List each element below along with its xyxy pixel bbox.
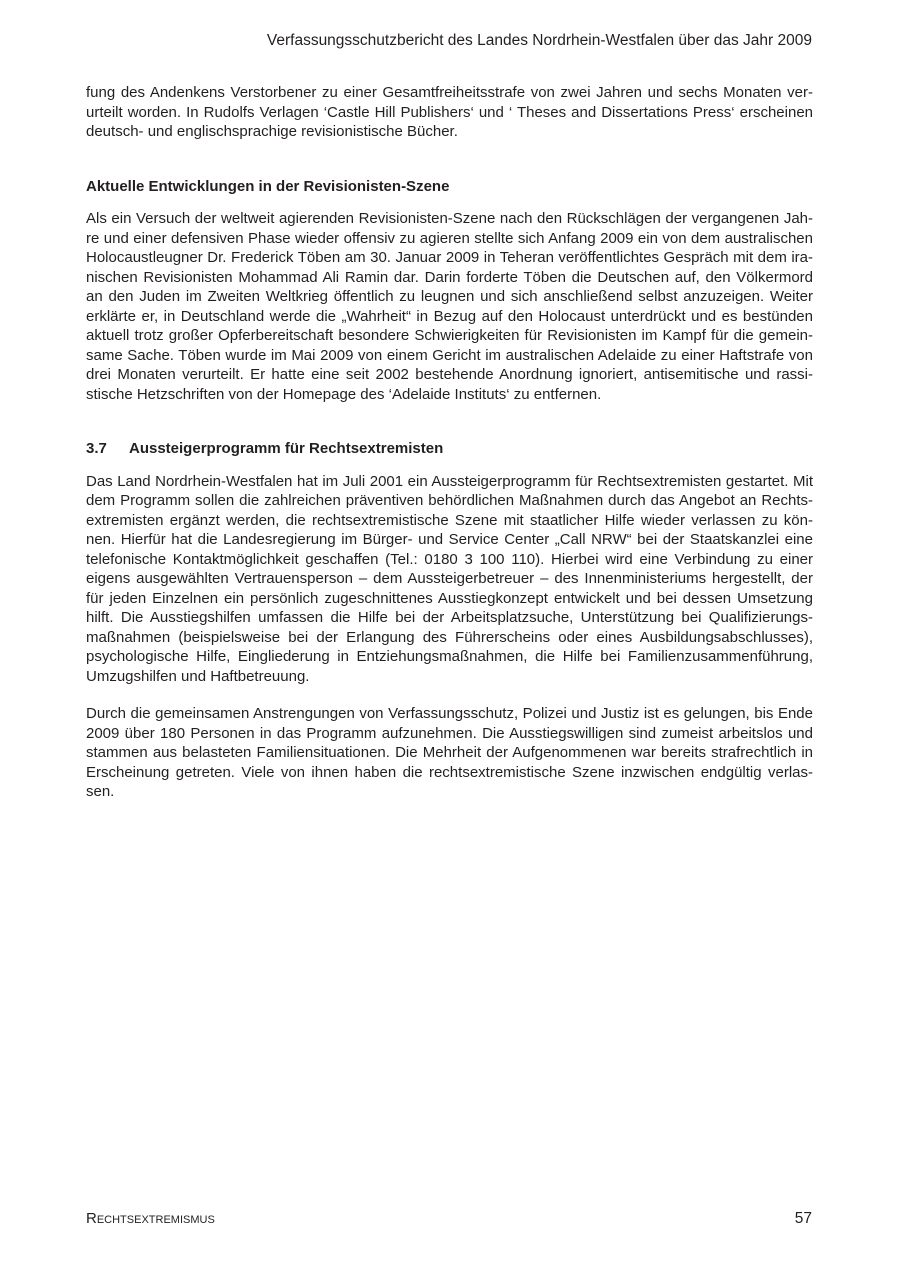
footer-section-label: Rechtsextremismus xyxy=(86,1210,215,1227)
text-line: same Sache. Töben wurde im Mai 2009 von einem Gericht im australischen Adelaide zu einer Haftstrafe von xyxy=(86,346,813,364)
text-line: stische Hetzschriften von der Homepage des ‘Adelaide Instituts‘ zu entfernen. xyxy=(86,385,602,403)
text-line: Erscheinung getreten. Viele von ihnen haben die rechtsextremistische Szene inzwischen endgültig verlas- xyxy=(86,763,813,781)
text-line: hilft. Die Ausstiegshilfen umfassen die Hilfe bei der Arbeitsplatzsuche, Unterstützung bei Qualifizierungs- xyxy=(86,609,813,626)
text-line: Holocaustleugner Dr. Frederick Töben am 30. Januar 2009 in Teheran veröffentlichtes Gespräch mit dem ira- xyxy=(86,249,813,266)
text-line: erklärte er, in Deutschland werde die „Wahrheit“ in Bezug auf den Holocaust unterdrückt und es bestünden xyxy=(86,307,813,325)
running-header: Verfassungsschutzbericht des Landes Nordrhein-Westfalen über das Jahr 2009 xyxy=(266,32,812,49)
text-line: psychologische Hilfe, Eingliederung in Entziehungsmaßnahmen, die Hilfe bei Familienzusammenführung, xyxy=(86,648,813,665)
subsection-heading: Aktuelle Entwicklungen in der Revisionisten-Szene xyxy=(86,177,450,195)
text-line: urteilt worden. In Rudolfs Verlagen ‘Castle Hill Publishers‘ und ‘ Theses and Dissertations Press‘ erscheinen xyxy=(86,103,813,121)
text-line: drei Monaten verurteilt. Er hatte eine seit 2002 bestehende Anordnung ignoriert, antisemitische und rassi- xyxy=(86,366,813,383)
section-title: Aussteigerprogramm für Rechtsextremisten xyxy=(129,440,444,457)
paragraph-revisionisten xyxy=(86,209,813,404)
paragraph-ergebnisse xyxy=(86,704,813,802)
paragraph-continuation xyxy=(86,83,813,142)
text-line: Umzugshilfen und Haftbetreuung. xyxy=(86,667,310,685)
text-line: Als ein Versuch der weltweit agierenden Revisionisten-Szene nach den Rückschlägen der vergangenen Jah- xyxy=(86,210,813,227)
text-line: re und einer defensiven Phase wieder offensiv zu agieren stellte sich Anfang 2009 ein von dem australischen xyxy=(86,229,813,247)
text-line: an den Juden im Zweiten Weltkrieg öffentlich zu leugnen und sich anschließend selbst anzuzeigen. Weiter xyxy=(86,288,813,305)
text-line: aktuell trotz großer Opferbereitschaft besondere Schwierigkeiten für Revisionisten im Kampf für die gemein- xyxy=(86,327,813,344)
paragraph-aussteigerprogramm xyxy=(86,472,813,687)
text-line: nen. Hierfür hat die Landesregierung im Bürger- und Service Center „Call NRW“ bei der Staatskanzlei eine xyxy=(86,531,813,548)
page-body xyxy=(86,83,813,802)
text-line: für jeden Einzelnen ein persönlich zugeschnittenes Ausstiegkonzept entwickelt und bei dessen Umsetzung xyxy=(86,589,813,607)
text-line: Durch die gemeinsamen Anstrengungen von Verfassungsschutz, Polizei und Justiz ist es gelungen, bis Ende xyxy=(86,705,813,722)
text-line: dem Programm sollen die zahlreichen präventiven behördlichen Maßnahmen durch das Angebot an Rechts- xyxy=(86,492,813,509)
text-line: stammen aus belasteten Familiensituationen. Die Mehrheit der Aufgenommenen war bereits strafrechtlich in xyxy=(86,744,813,761)
page-number: 57 xyxy=(794,1210,812,1227)
text-line: fung des Andenkens Verstorbener zu einer Gesamtfreiheitsstrafe von zwei Jahren und sechs Monaten ver- xyxy=(86,84,813,101)
text-line: extremisten ergänzt werden, die rechtsextremistische Szene mit staatlicher Hilfe wieder verlassen zu kön- xyxy=(86,511,813,529)
text-line: nischen Revisionisten Mohammad Ali Ramin dar. Darin forderte Töben die Deutschen auf, den Völkermord xyxy=(86,268,813,286)
text-line: telefonische Kontaktmöglichkeit geschaffen (Tel.: 0180 3 100 110). Hierbei wird eine Verbindung zu einer xyxy=(86,550,813,568)
text-line: 2009 über 180 Personen in das Programm aufzunehmen. Die Ausstiegswilligen sind zumeist arbeitslos und xyxy=(86,724,813,742)
section-heading xyxy=(86,439,813,459)
text-line: sen. xyxy=(86,783,115,800)
section-number: 3.7 xyxy=(86,440,107,457)
text-line: eigens ausgewählten Vertrauensperson – dem Aussteigerbetreuer – des Innenministeriums hergestellt, der xyxy=(86,570,813,587)
text-line: deutsch- und englischsprachige revisionistische Bücher. xyxy=(86,123,458,140)
text-line: maßnahmen (beispielsweise bei der Erlangung des Führerscheins oder eines Ausbildungsabschlusses), xyxy=(86,628,813,646)
text-line: Das Land Nordrhein-Westfalen hat im Juli 2001 ein Aussteigerprogramm für Rechtsextremisten gestartet. Mit xyxy=(86,472,813,490)
